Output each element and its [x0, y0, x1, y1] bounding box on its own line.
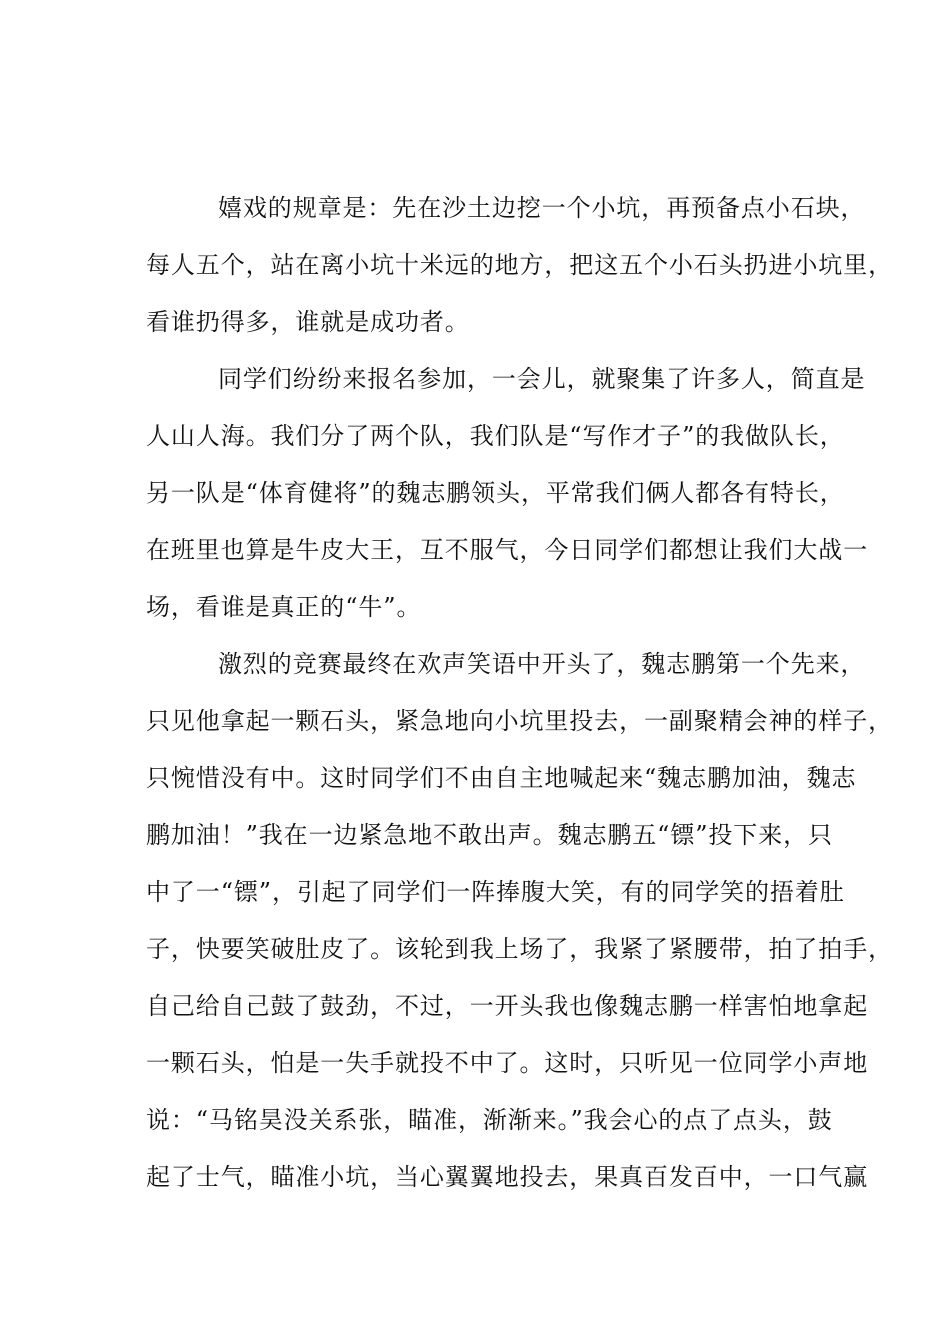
paragraph-1-line-3: 看谁扔得多，谁就是成功者。: [146, 308, 470, 336]
paragraph-2-line-2: 人山人海。我们分了两个队，我们队是“写作才子”的我做队长，: [146, 422, 845, 450]
paragraph-2-line-5: 场，看谁是真正的“牛”。: [146, 593, 422, 621]
paragraph-2-line-4: 在班里也算是牛皮大王，互不服气，今日同学们都想让我们大战一: [146, 536, 869, 564]
paragraph-3-line-7: 自己给自己鼓了鼓劲，不过，一开头我也像魏志鹏一样害怕地拿起: [146, 992, 869, 1020]
paragraph-3-line-8: 一颗石头，怕是一失手就投不中了。这时，只听见一位同学小声地: [146, 1049, 869, 1077]
paragraph-3-line-9: 说：“马铭昊没关系张，瞄准，渐渐来。”我会心的点了点头，鼓: [146, 1106, 833, 1134]
paragraph-2-line-3: 另一队是“体育健将”的魏志鹏领头，平常我们俩人都各有特长，: [146, 479, 845, 507]
paragraph-2-line-1: 同学们纷纷来报名参加，一会儿，就聚集了许多人，简直是: [218, 365, 866, 393]
paragraph-1-line-2: 每人五个，站在离小坑十米远的地方，把这五个小石头扔进小坑里，: [146, 251, 893, 279]
paragraph-3-line-2: 只见他拿起一颗石头，紧急地向小坑里投去，一副聚精会神的样子，: [146, 707, 893, 735]
paragraph-3-line-10: 起了士气，瞄准小坑，当心翼翼地投去，果真百发百中，一口气赢: [146, 1163, 869, 1191]
paragraph-3-line-6: 子，快要笑破肚皮了。该轮到我上场了，我紧了紧腰带，拍了拍手，: [146, 935, 893, 963]
paragraph-3-line-4: 鹏加油！”我在一边紧急地不敢出声。魏志鹏五“镖”投下来，只: [146, 821, 833, 849]
paragraph-3-line-1: 激烈的竞赛最终在欢声笑语中开头了，魏志鹏第一个先来，: [218, 650, 866, 678]
paragraph-1-line-1: 嬉戏的规章是：先在沙土边挖一个小坑，再预备点小石块，: [218, 194, 866, 222]
paragraph-3-line-3: 只惋惜没有中。这时同学们不由自主地喊起来“魏志鹏加油，魏志: [146, 764, 857, 792]
paragraph-3-line-5: 中了一“镖”，引起了同学们一阵捧腹大笑，有的同学笑的捂着肚: [146, 878, 845, 906]
